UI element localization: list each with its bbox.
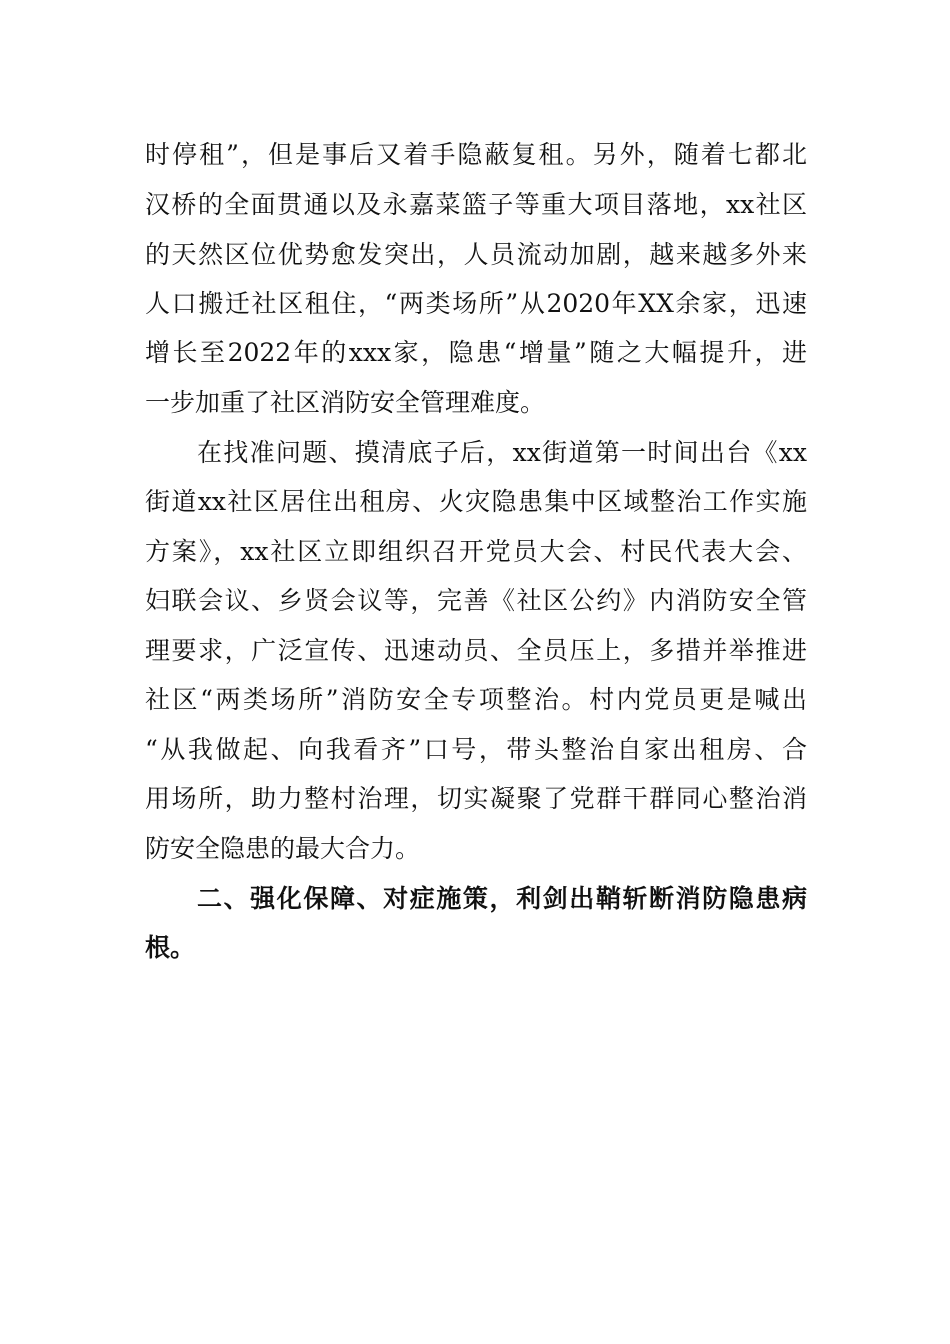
paragraph-line: 时停租”，但是事后又着手隐蔽复租。另外，随着七都北 [145,140,807,169]
paragraph-line: 妇联会议、乡贤会议等，完善《社区公约》内消防安全管 [145,586,807,615]
paragraph-line: 方案》，xx社区立即组织召开党员大会、村民代表大会、 [145,537,807,566]
paragraph-line: 的天然区位优势愈发突出，人员流动加剧，越来越多外来 [145,240,807,269]
paragraph-line: 增长至2022年的xxx家，隐患“增量”随之大幅提升，进 [145,338,807,367]
paragraph-line: 理要求，广泛宣传、迅速动员、全员压上，多措并举推进 [145,636,807,665]
paragraph-line: 社区“两类场所”消防安全专项整治。村内党员更是喊出 [145,685,807,714]
heading-line: 根。 [145,933,196,962]
paragraph-line: 人口搬迁社区租住，“两类场所”从2020年XX余家，迅速 [145,289,807,318]
paragraph-line: 在找准问题、摸清底子后，xx街道第一时间出台《xx [197,438,807,467]
paragraph-line: 街道xx社区居住出租房、火灾隐患集中区域整治工作实施 [145,487,807,516]
paragraph-line: 用场所，助力整村治理，切实凝聚了党群干群同心整治消 [145,784,807,813]
paragraph-line: 防安全隐患的最大合力。 [145,834,421,863]
paragraph-line: 汉桥的全面贯通以及永嘉菜篮子等重大项目落地，xx社区 [145,190,807,219]
paragraph-line: 一步加重了社区消防安全管理难度。 [145,388,546,417]
paragraph-line: “从我做起、向我看齐”口号，带头整治自家出租房、合 [145,735,807,764]
heading-line: 二、强化保障、对症施策，利剑出鞘斩断消防隐患病 [197,884,807,913]
